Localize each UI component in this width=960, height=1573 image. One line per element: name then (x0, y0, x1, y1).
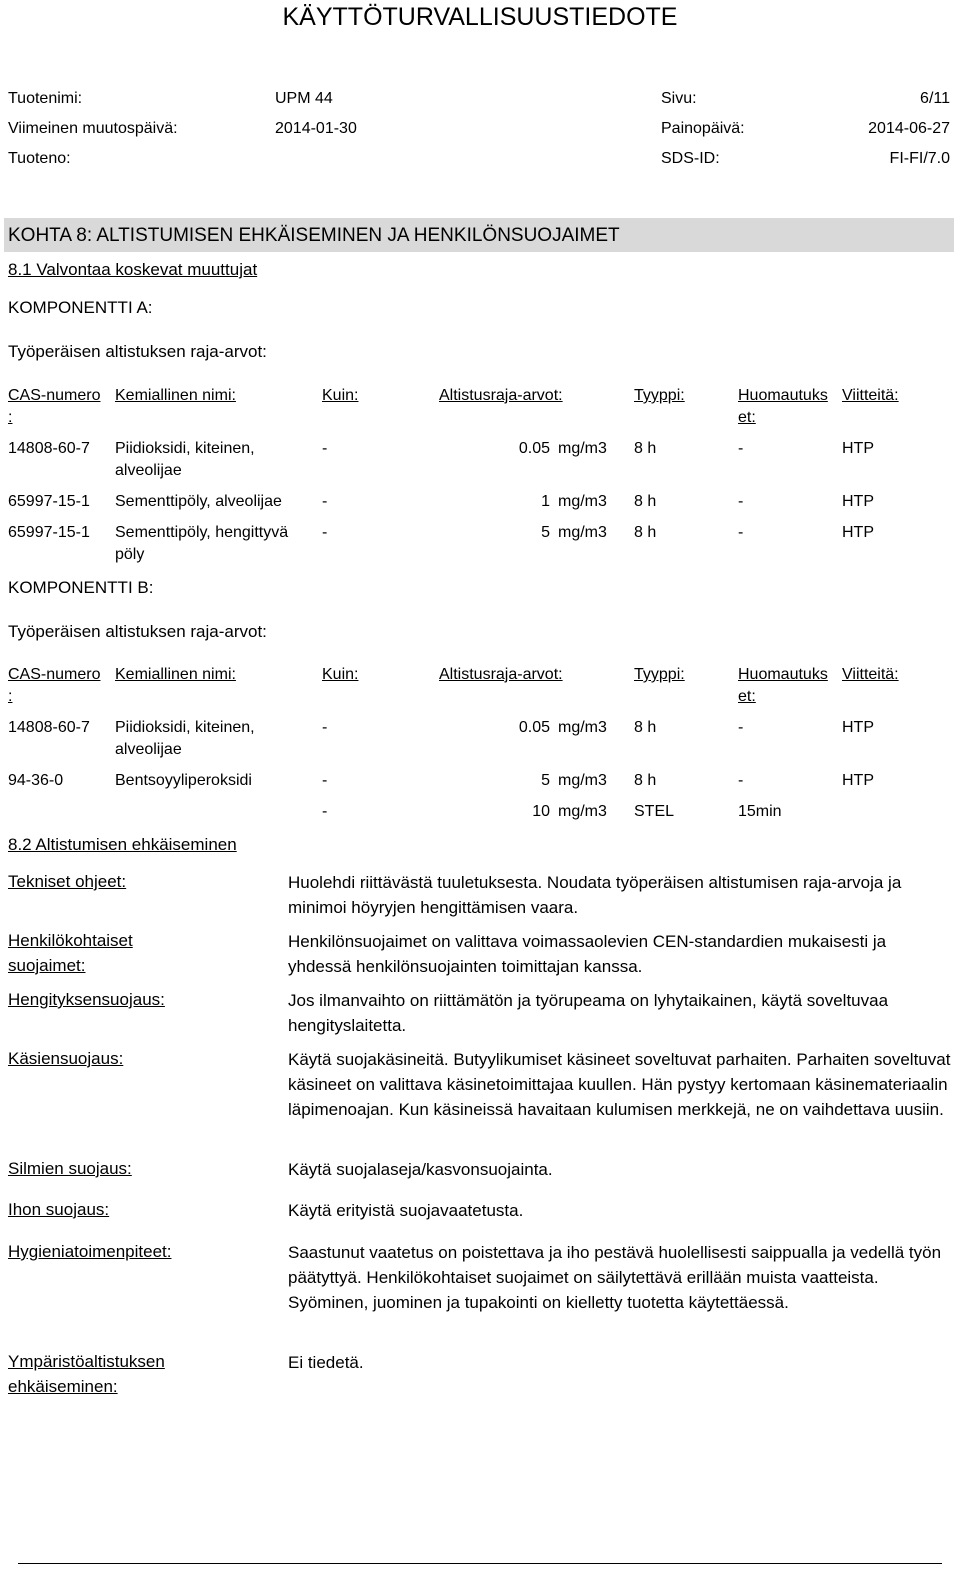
control-text: Huolehdi riittävästä tuuletuksesta. Noudata työperäisen altistumisen raja-arvoja ja minimoi höyryjen hengittämisen vaara. (288, 873, 902, 917)
control-text: Henkilönsuojaimet on valittava voimassaolevien CEN-standardien mukaisesti ja yhdessä henkilönsuojainten toimittajan kanssa. (288, 932, 887, 976)
product-name-label: Tuotenimi: (8, 90, 83, 107)
control-text: Ei tiedetä. (288, 1353, 364, 1372)
control-label: Silmien suojaus: (8, 1159, 132, 1178)
control-label: Hygieniatoimenpiteet: (8, 1242, 172, 1261)
cell-cas: 94-36-0 (8, 772, 64, 789)
th-cas-colon: : (8, 688, 13, 705)
product-no-label: Tuoteno: (8, 150, 71, 167)
th-ref: Viitteitä: (842, 387, 899, 404)
product-name-value: UPM 44 (275, 90, 333, 107)
print-date-label: Painopäivä: (661, 120, 745, 137)
component-b-title: KOMPONENTTI B: (8, 578, 154, 597)
cell-unit: mg/m3 (558, 772, 607, 789)
th-type: Tyyppi: (634, 387, 685, 404)
cell-cas: 65997-15-1 (8, 493, 90, 510)
cell-value: 5 (541, 772, 550, 789)
cell-when: - (322, 440, 328, 457)
subsection-8-1: 8.1 Valvontaa koskevat muuttujat (8, 260, 258, 279)
control-label-line2: suojaimet: (8, 956, 86, 975)
cell-note: - (738, 524, 744, 541)
cell-note: - (738, 440, 744, 457)
sds-id-label: SDS-ID: (661, 150, 720, 167)
subsection-8-2: 8.2 Altistumisen ehkäiseminen (8, 835, 237, 854)
control-label: Ihon suojaus: (8, 1200, 110, 1219)
th-type: Tyyppi: (634, 666, 685, 683)
cell-type: 8 h (634, 524, 657, 541)
th-cas: CAS-numero (8, 666, 101, 683)
cell-ref: HTP (842, 493, 874, 510)
cell-chem-name-line2: alveolijae (115, 462, 182, 479)
cell-chem-name: Sementtipöly, alveolijae (115, 493, 282, 510)
th-limit: Altistusraja-arvot: (439, 387, 563, 404)
control-label: Ympäristöaltistuksen (8, 1352, 165, 1371)
control-label-line2: ehkäiseminen: (8, 1377, 118, 1396)
cell-when: - (322, 803, 328, 820)
modified-label: Viimeinen muutospäivä: (8, 120, 178, 137)
cell-cas: 14808-60-7 (8, 719, 90, 736)
cell-unit: mg/m3 (558, 719, 607, 736)
page-label: Sivu: (661, 90, 697, 107)
footer-divider (18, 1563, 942, 1564)
section-title: KOHTA 8: ALTISTUMISEN EHKÄISEMINEN JA HENKILÖNSUOJAIMET (8, 225, 620, 246)
control-label: Käsiensuojaus: (8, 1049, 124, 1068)
cell-note: - (738, 772, 744, 789)
cell-cas: 65997-15-1 (8, 524, 90, 541)
cell-note: - (738, 719, 744, 736)
cell-chem-name-line2: alveolijae (115, 741, 182, 758)
cell-unit: mg/m3 (558, 493, 607, 510)
cell-type: 8 h (634, 719, 657, 736)
cell-ref: HTP (842, 719, 874, 736)
cell-chem-name: Piidioksidi, kiteinen, (115, 440, 255, 457)
th-when: Kuin: (322, 666, 359, 683)
cell-cas: 14808-60-7 (8, 440, 90, 457)
cell-chem-name: Sementtipöly, hengittyvä (115, 524, 289, 541)
cell-unit: mg/m3 (558, 440, 607, 457)
cell-ref: HTP (842, 440, 874, 457)
th-ref: Viitteitä: (842, 666, 899, 683)
th-cas-colon: : (8, 409, 13, 426)
cell-type: 8 h (634, 493, 657, 510)
control-text: Jos ilmanvaihto on riittämätön ja työrupeama on lyhytaikainen, käytä soveltuvaa hengityslaitetta. (288, 991, 889, 1035)
control-text: Käytä suojalaseja/kasvonsuojainta. (288, 1160, 553, 1179)
cell-value: 0.05 (518, 440, 550, 457)
cell-note: - (738, 493, 744, 510)
control-label: Hengityksensuojaus: (8, 990, 165, 1009)
control-text: Käytä suojakäsineitä. Butyylikumiset käsineet soveltuvat parhaiten. Parhaiten soveltuvat käsineet on valittava käsinetoimittajaa kuullen. Hän pystyy kertomaan käsinemateriaalin läpimenoajan. Kun käsineissä havaitaan kulumisen merkkejä, ne on vaihdettava uusiin. (288, 1050, 951, 1119)
cell-type: 8 h (634, 440, 657, 457)
th-notes-line2: et: (738, 409, 756, 426)
cell-when: - (322, 524, 328, 541)
cell-chem-name: Bentsoyyliperoksidi (115, 772, 252, 789)
sds-id-value: FI-FI/7.0 (889, 150, 950, 167)
cell-value: 1 (541, 493, 550, 510)
cell-note: 15min (738, 803, 782, 820)
cell-chem-name: Piidioksidi, kiteinen, (115, 719, 255, 736)
cell-when: - (322, 772, 328, 789)
cell-when: - (322, 719, 328, 736)
th-notes: Huomautuks (738, 666, 828, 683)
component-a-subtitle: Työperäisen altistuksen raja-arvot: (8, 342, 267, 361)
cell-ref: HTP (842, 524, 874, 541)
modified-value: 2014-01-30 (275, 120, 357, 137)
cell-when: - (322, 493, 328, 510)
cell-chem-name-line2: pöly (115, 546, 145, 563)
cell-value: 0.05 (518, 719, 550, 736)
page-value: 6/11 (920, 90, 950, 107)
component-b-subtitle: Työperäisen altistuksen raja-arvot: (8, 622, 267, 641)
cell-ref: HTP (842, 772, 874, 789)
th-limit: Altistusraja-arvot: (439, 666, 563, 683)
cell-value: 5 (541, 524, 550, 541)
control-label: Henkilökohtaiset (8, 931, 133, 950)
document-title: KÄYTTÖTURVALLISUUSTIEDOTE (282, 3, 678, 31)
th-cas: CAS-numero (8, 387, 101, 404)
component-a-title: KOMPONENTTI A: (8, 298, 153, 317)
th-chem-name: Kemiallinen nimi: (115, 666, 236, 683)
control-text: Käytä erityistä suojavaatetusta. (288, 1201, 524, 1220)
th-chem-name: Kemiallinen nimi: (115, 387, 236, 404)
cell-type: STEL (634, 803, 675, 820)
cell-value: 10 (532, 803, 550, 820)
control-text: Saastunut vaatetus on poistettava ja iho pestävä huolellisesti saippualla ja vedellä työn päätyttyä. Henkilökohtaiset suojaimet on säilytettävä erillään muista vaatteista. Syöminen, juominen ja tupakointi on kielletty tuotetta käytettäessä. (288, 1243, 942, 1312)
th-notes-line2: et: (738, 688, 756, 705)
control-label: Tekniset ohjeet: (8, 872, 127, 891)
cell-unit: mg/m3 (558, 524, 607, 541)
th-when: Kuin: (322, 387, 359, 404)
print-date-value: 2014-06-27 (868, 120, 950, 137)
cell-unit: mg/m3 (558, 803, 607, 820)
cell-type: 8 h (634, 772, 657, 789)
th-notes: Huomautuks (738, 387, 828, 404)
